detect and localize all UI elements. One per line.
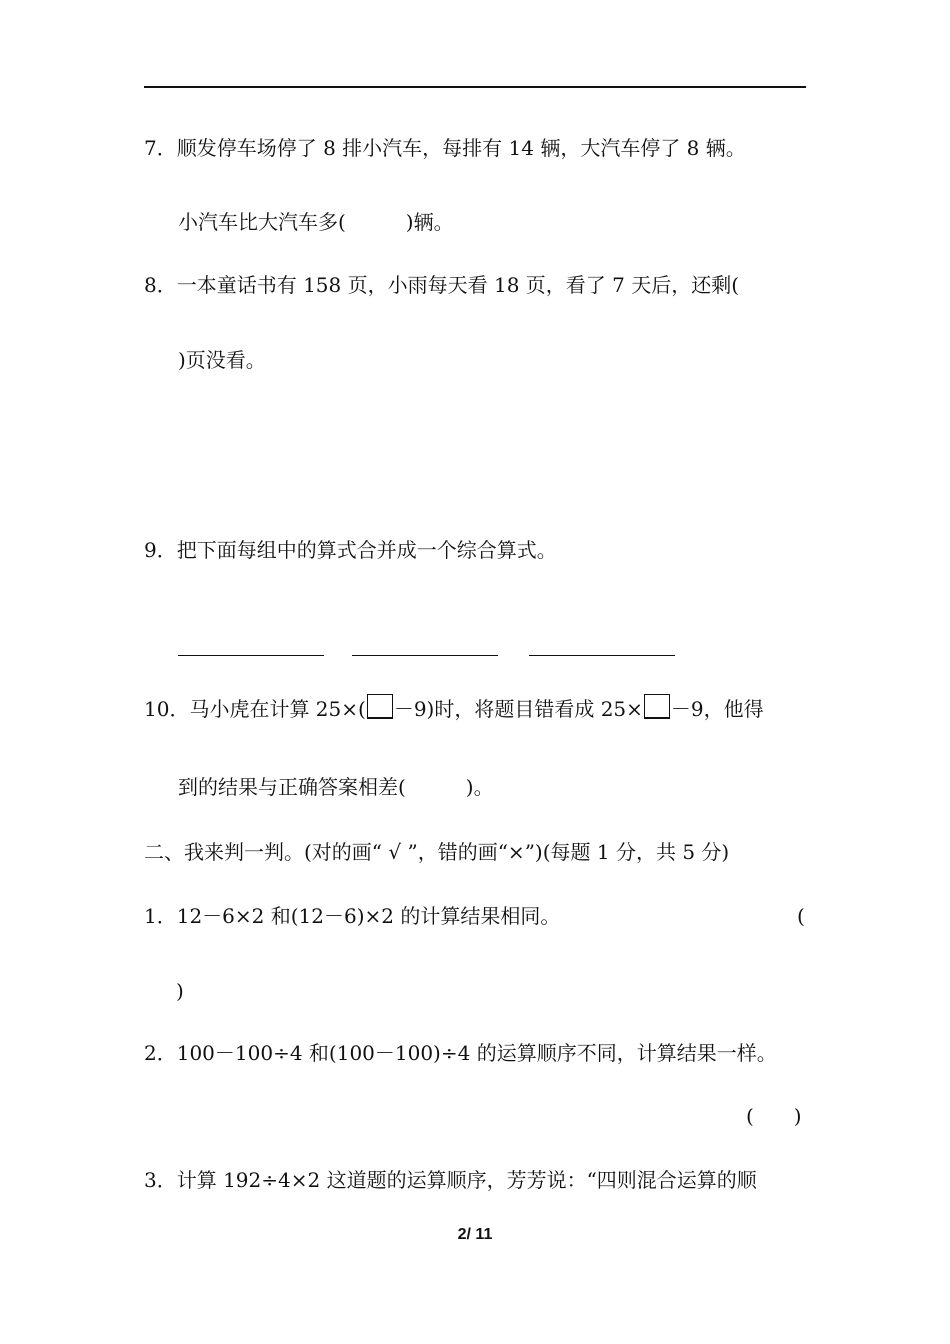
question-10-line-1 bbox=[144, 694, 764, 723]
judge-1-bracket-close: ) bbox=[176, 979, 184, 1003]
judge-2-text: 2．100－100÷4 和(100－100)÷4 的运算顺序不同，计算结果一样。 bbox=[144, 1041, 777, 1065]
question-7-line-1: 7．顺发停车场停了 8 排小汽车，每排有 14 辆，大汽车停了 8 辆。 bbox=[144, 136, 746, 160]
judge-1-bracket-open: ( bbox=[797, 904, 805, 928]
answer-blank-3 bbox=[529, 655, 675, 656]
blank-box-2 bbox=[644, 694, 670, 719]
question-8-line-1: 8．一本童话书有 158 页，小雨每天看 18 页，看了 7 天后，还剩( bbox=[144, 273, 740, 297]
page-number: 2/ 11 bbox=[457, 1226, 493, 1243]
answer-blank-1 bbox=[178, 655, 324, 656]
question-10-prefix: 10．马小虎在计算 25×( bbox=[144, 697, 366, 721]
question-10-suffix: －9，他得 bbox=[670, 697, 764, 721]
answer-blank-2 bbox=[352, 655, 498, 656]
judge-2-bracket: ( ) bbox=[746, 1104, 802, 1128]
question-8-line-2: )页没看。 bbox=[178, 348, 266, 372]
question-10-line-2: 到的结果与正确答案相差( )。 bbox=[178, 775, 494, 799]
blank-box-1 bbox=[367, 694, 393, 719]
judge-1-text: 1．12－6×2 和(12－6)×2 的计算结果相同。 bbox=[144, 904, 561, 928]
question-9-line-1: 9．把下面每组中的算式合并成一个综合算式。 bbox=[144, 538, 557, 562]
judge-3-text: 3．计算 192÷4×2 这道题的运算顺序，芳芳说：“四则混合运算的顺 bbox=[144, 1168, 757, 1192]
question-10-middle: －9)时，将题目错看成 25× bbox=[393, 697, 643, 721]
section-2-heading: 二、我来判一判。(对的画“ √ ”，错的画“×”)(每题 1 分，共 5 分) bbox=[144, 840, 730, 864]
header-rule bbox=[144, 86, 806, 88]
question-7-line-2: 小汽车比大汽车多( )辆。 bbox=[178, 210, 454, 234]
